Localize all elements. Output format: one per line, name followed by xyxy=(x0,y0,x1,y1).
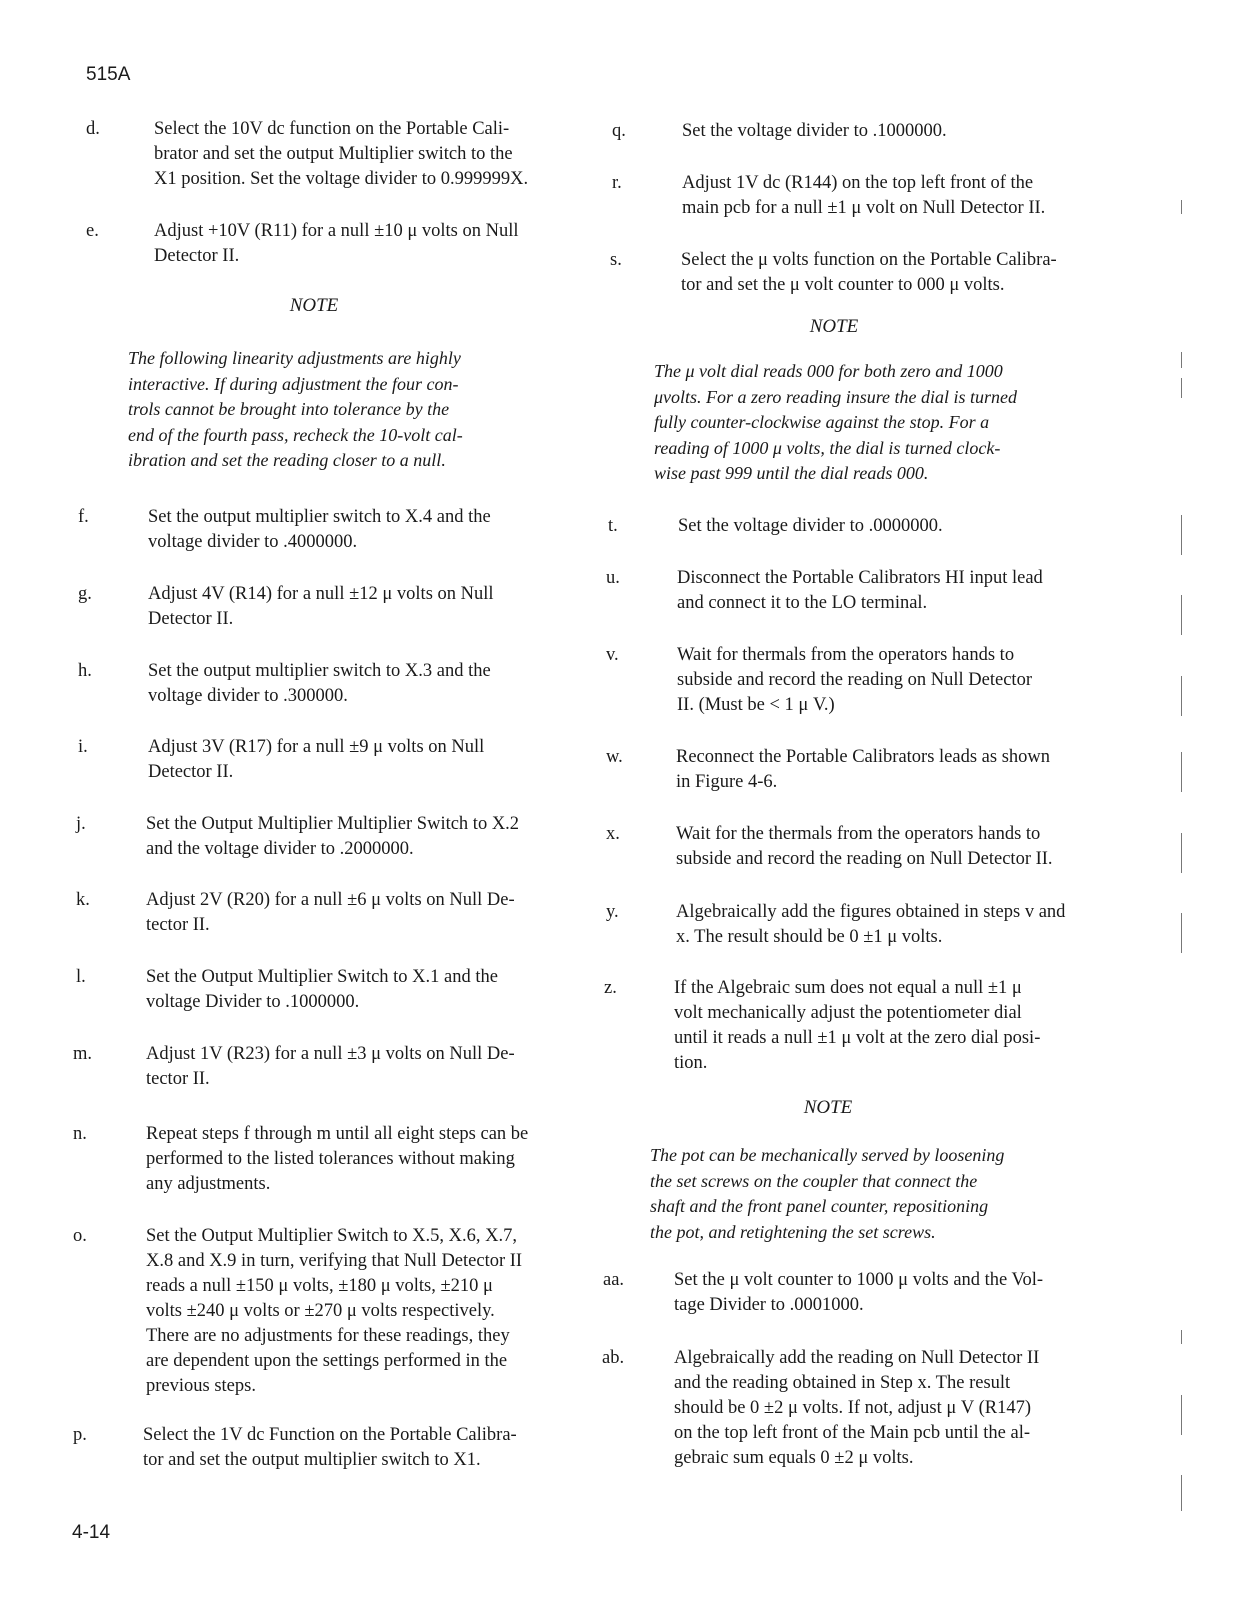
step-text-line: If the Algebraic sum does not equal a null ±1 μ xyxy=(674,978,1022,998)
step-text-line: There are no adjustments for these readings, they xyxy=(146,1326,510,1346)
scan-mark xyxy=(1181,1395,1182,1435)
step-text-line: Detector II. xyxy=(148,762,234,782)
step-text-line: Adjust 2V (R20) for a null ±6 μ volts on Null De- xyxy=(146,890,515,910)
step-label: l. xyxy=(76,967,86,987)
step-label: w. xyxy=(606,747,623,767)
step-text-line: Set the output multiplier switch to X.3 and the xyxy=(148,661,491,681)
step-text-line: tor and set the output multiplier switch to X1. xyxy=(143,1450,481,1470)
step-label: v. xyxy=(606,645,619,665)
step-label: r. xyxy=(612,173,622,193)
step-text-line: are dependent upon the settings performed in the xyxy=(146,1351,508,1371)
step-label: d. xyxy=(86,119,100,139)
step-text-line: volt mechanically adjust the potentiometer dial xyxy=(674,1003,1022,1023)
note-body xyxy=(654,359,1017,487)
step-label: t. xyxy=(608,516,618,536)
step-text-line: voltage Divider to .1000000. xyxy=(146,992,360,1012)
note-line: The following linearity adjustments are highly xyxy=(128,348,461,368)
scan-mark xyxy=(1181,515,1182,555)
step-text-line: Set the voltage divider to .1000000. xyxy=(682,121,947,141)
note-line: reading of 1000 μ volts, the dial is turned clock- xyxy=(654,437,1001,458)
scan-mark xyxy=(1181,1330,1182,1344)
note-heading: NOTE xyxy=(809,316,859,337)
note-line: ibration and set the reading closer to a null. xyxy=(128,450,446,470)
note-heading: NOTE xyxy=(803,1097,853,1118)
note-line: wise past 999 until the dial reads 000. xyxy=(654,463,929,483)
step-text-line: tector II. xyxy=(146,915,210,935)
note-line: trols cannot be brought into tolerance by the xyxy=(128,399,450,419)
step-text-line: Adjust 4V (R14) for a null ±12 μ volts on Null xyxy=(148,584,494,604)
note-line: the pot, and retightening the set screws. xyxy=(650,1221,936,1242)
note-line: end of the fourth pass, recheck the 10-volt cal- xyxy=(128,424,463,445)
step-text-line: on the top left front of the Main pcb until the al- xyxy=(674,1423,1031,1443)
step-text-line: should be 0 ±2 μ volts. If not, adjust μ V (R147) xyxy=(674,1398,1031,1418)
note-body xyxy=(650,1143,1004,1245)
step-text-line: X1 position. Set the voltage divider to 0.999999X. xyxy=(154,169,529,189)
step-text-line: volts ±240 μ volts or ±270 μ volts respectively. xyxy=(146,1301,495,1321)
step-text-line: in Figure 4-6. xyxy=(676,772,778,792)
step-text-line: main pcb for a null ±1 μ volt on Null Detector II. xyxy=(682,198,1046,218)
step-text-line: previous steps. xyxy=(146,1376,256,1396)
step-text-line: Repeat steps f through m until all eight steps can be xyxy=(146,1124,529,1144)
step-text-line: tage Divider to .0001000. xyxy=(674,1295,864,1315)
step-text-line: Select the μ volts function on the Portable Calibra- xyxy=(681,250,1057,270)
step-label: m. xyxy=(73,1044,93,1064)
scan-mark xyxy=(1181,200,1182,214)
scan-mark xyxy=(1181,378,1182,398)
note-line: interactive. If during adjustment the four con- xyxy=(128,373,459,394)
step-text-line: x. The result should be 0 ±1 μ volts. xyxy=(676,927,943,947)
step-text-line: Detector II. xyxy=(154,246,240,266)
step-label: k. xyxy=(76,890,90,910)
step-text-line: Set the Output Multiplier Switch to X.1 and the xyxy=(146,967,498,987)
scan-mark xyxy=(1181,676,1182,716)
note-line: μvolts. For a zero reading insure the dial is turned xyxy=(654,386,1018,407)
note-body xyxy=(128,346,463,474)
step-text-line: Reconnect the Portable Calibrators leads as shown xyxy=(676,747,1051,767)
step-text-line: Adjust 1V dc (R144) on the top left front of the xyxy=(682,173,1034,193)
scan-mark xyxy=(1181,595,1182,635)
step-text-line: Set the Output Multiplier Switch to X.5, X.6, X.7, xyxy=(146,1226,518,1246)
step-text-line: performed to the listed tolerances without making xyxy=(146,1149,515,1169)
scan-mark xyxy=(1181,1475,1182,1511)
step-label: y. xyxy=(606,902,619,922)
scan-mark xyxy=(1181,352,1182,368)
note-line: fully counter-clockwise against the stop. For a xyxy=(654,412,990,432)
step-label: g. xyxy=(78,584,92,604)
step-text-line: Disconnect the Portable Calibrators HI input lead xyxy=(677,568,1043,588)
step-label: n. xyxy=(73,1124,87,1144)
step-label: z. xyxy=(604,978,617,998)
step-text-line: Set the voltage divider to .0000000. xyxy=(678,516,943,536)
step-text-line: and the reading obtained in Step x. The result xyxy=(674,1373,1011,1393)
step-label: s. xyxy=(610,250,622,270)
step-text-line: tion. xyxy=(674,1053,708,1073)
step-text-line: Set the μ volt counter to 1000 μ volts and the Vol- xyxy=(674,1270,1044,1290)
step-text-line: Algebraically add the figures obtained in steps v and xyxy=(676,902,1066,922)
step-text-line: Select the 1V dc Function on the Portable Calibra- xyxy=(143,1425,517,1445)
step-label: p. xyxy=(73,1425,87,1445)
step-text-line: voltage divider to .4000000. xyxy=(148,532,358,552)
note-line: shaft and the front panel counter, repositioning xyxy=(650,1196,989,1216)
step-text-line: Adjust 1V (R23) for a null ±3 μ volts on Null De- xyxy=(146,1044,515,1064)
step-text-line: Wait for thermals from the operators hands to xyxy=(677,645,1015,665)
step-label: x. xyxy=(606,824,620,844)
step-label: e. xyxy=(86,221,99,241)
step-label: o. xyxy=(73,1226,87,1246)
step-text-line: II. (Must be < 1 μ V.) xyxy=(677,695,835,715)
step-text-line: tector II. xyxy=(146,1069,210,1089)
step-text-line: Algebraically add the reading on Null Detector II xyxy=(674,1348,1040,1368)
step-text-line: tor and set the μ volt counter to 000 μ volts. xyxy=(681,275,1005,295)
step-text-line: Select the 10V dc function on the Portable Cali- xyxy=(154,119,510,139)
step-text-line: voltage divider to .300000. xyxy=(148,686,348,706)
step-text-line: and connect it to the LO terminal. xyxy=(677,593,928,613)
step-text-line: brator and set the output Multiplier switch to the xyxy=(154,144,513,164)
step-label: q. xyxy=(612,121,626,141)
document-id: 515A xyxy=(86,64,131,85)
step-text-line: subside and record the reading on Null Detector II. xyxy=(676,849,1053,869)
step-text-line: until it reads a null ±1 μ volt at the zero dial posi- xyxy=(674,1028,1041,1048)
step-label: i. xyxy=(78,737,88,757)
step-label: aa. xyxy=(603,1270,625,1290)
step-text-line: subside and record the reading on Null Detector xyxy=(677,670,1032,690)
page-number: 4-14 xyxy=(72,1522,111,1543)
step-label: h. xyxy=(78,661,92,681)
scan-mark xyxy=(1181,833,1182,873)
step-label: ab. xyxy=(602,1348,625,1368)
step-text-line: Detector II. xyxy=(148,609,234,629)
note-line: the set screws on the coupler that connect the xyxy=(650,1170,978,1191)
step-text-line: gebraic sum equals 0 ±2 μ volts. xyxy=(674,1448,914,1468)
note-line: The μ volt dial reads 000 for both zero and 1000 xyxy=(654,361,1003,381)
step-label: f. xyxy=(78,507,89,527)
step-text-line: Wait for the thermals from the operators hands to xyxy=(676,824,1041,844)
step-text-line: X.8 and X.9 in turn, verifying that Null Detector II xyxy=(146,1251,523,1271)
step-label: j. xyxy=(76,814,86,834)
step-text-line: Adjust 3V (R17) for a null ±9 μ volts on Null xyxy=(148,737,485,757)
step-text-line: Set the Output Multiplier Multiplier Switch to X.2 xyxy=(146,814,520,834)
step-text-line: reads a null ±150 μ volts, ±180 μ volts, ±210 μ xyxy=(146,1276,493,1296)
step-text-line: any adjustments. xyxy=(146,1174,271,1194)
note-line: The pot can be mechanically served by loosening xyxy=(650,1145,1005,1165)
step-text-line: Adjust +10V (R11) for a null ±10 μ volts on Null xyxy=(154,221,519,241)
note-heading: NOTE xyxy=(289,295,339,316)
scan-mark xyxy=(1181,913,1182,953)
scan-mark xyxy=(1181,752,1182,792)
step-text-line: and the voltage divider to .2000000. xyxy=(146,839,414,859)
step-text-line: Set the output multiplier switch to X.4 and the xyxy=(148,507,491,527)
step-label: u. xyxy=(606,568,620,588)
